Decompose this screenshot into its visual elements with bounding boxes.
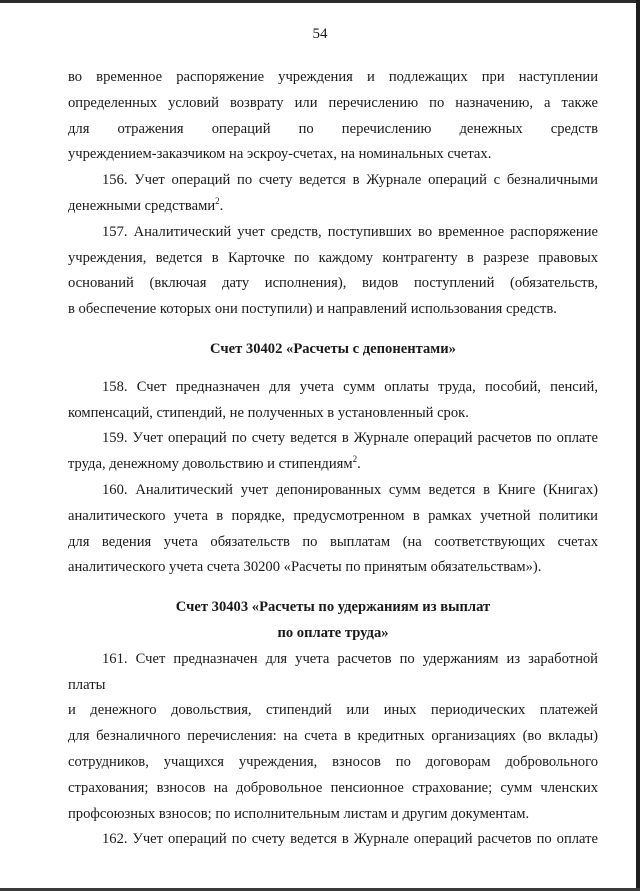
p160-line-3: для ведения учета обязательств по выплатам (на соответствующих счетах (68, 533, 598, 550)
intro-line-1: во временное распоряжение учреждения и подлежащих при наступлении (68, 69, 598, 85)
p160-line-1: 160. Аналитический учет депонированных сумм ведется в Книге (Книгах) (102, 481, 598, 498)
p158-line-1: 158. Счет предназначен для учета сумм оплаты труда, пособий, пенсий, (102, 378, 598, 395)
p156-text: денежными средствами (68, 197, 216, 214)
heading-30402: Счет 30402 «Расчеты с депонентами» (210, 340, 456, 357)
intro-line-2: определенных условий возврату или перечислению по назначению, а также (68, 94, 598, 111)
document-body (68, 65, 598, 853)
p161-line-3: для безналичного перечисления: на счета в кредитных организациях (во вклады) (68, 728, 598, 745)
scan-edge-right (636, 0, 640, 891)
p159-text: труда, денежному довольствию и стипендиям (68, 456, 353, 473)
p159-line-2 (68, 452, 598, 478)
p157-line-1: 157. Аналитический учет средств, поступивших во временное распоряжение (102, 223, 598, 240)
p160-line-2: аналитического учета в порядке, предусмотренном в рамках учетной политики (68, 507, 598, 524)
p157-line-2: учреждения, ведется в Карточке по каждому контрагенту в разрезе правовых (68, 249, 598, 266)
p159-end: . (357, 456, 361, 473)
p158-line-2: компенсаций, стипендий, не полученных в установленный срок. (68, 404, 469, 421)
intro-line-3: для отражения операций по перечислению денежных средств (68, 120, 598, 137)
heading-30403-line-1: Счет 30403 «Расчеты по удержаниям из выплат (175, 599, 491, 616)
p159-line-1: 159. Учет операций по счету ведется в Журнале операций расчетов по оплате (102, 430, 598, 447)
p160-line-4: аналитического учета счета 30200 «Расчеты по принятым обязательствам»). (68, 559, 542, 576)
page-number: 54 (312, 26, 328, 42)
intro-line-4: учреждением-заказчиком на эскроу-счетах, на номинальных счетах. (68, 146, 492, 163)
p156-line-1: 156. Учет операций по счету ведется в Журнале операций с безналичными (102, 172, 598, 189)
p157-line-3: оснований (включая дату исполнения), видов поступлений (обязательств, (68, 275, 598, 292)
p161-line-6: профсоюзных взносов; по исполнительным листам и другим документам. (68, 805, 530, 822)
p162-line-1: 162. Учет операций по счету ведется в Журнале операций расчетов по оплате (102, 831, 598, 848)
p161-line-5: страхования; взносов на добровольное пенсионное страхование; сумм членских (68, 779, 598, 796)
footnote-ref: 2 (215, 196, 220, 207)
p161-line-2: и денежного довольствия, стипендий или иных периодических платежей (68, 702, 598, 719)
p156-end: . (219, 197, 224, 214)
p161-line-4: сотрудников, учащихся учреждения, взносов по договорам добровольного (68, 753, 598, 770)
p156-line-2 (68, 194, 598, 220)
p157-line-4: в обеспечение которых они поступили) и направлений использования средств. (68, 301, 557, 318)
p161-line-1: 161. Счет предназначен для учета расчетов по удержаниям из заработной платы (68, 650, 598, 693)
heading-30403-line-2: по оплате труда» (277, 624, 389, 641)
footnote-ref: 2 (352, 454, 358, 465)
scan-edge-top (0, 0, 640, 3)
